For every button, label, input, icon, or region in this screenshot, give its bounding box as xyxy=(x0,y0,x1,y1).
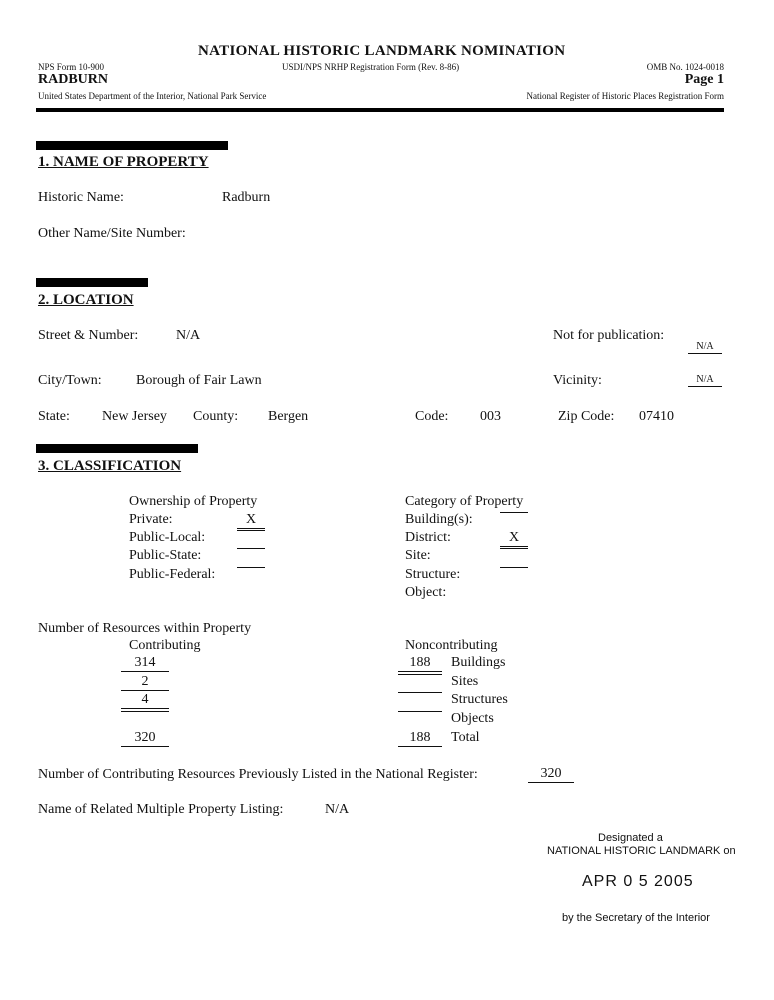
resource-type: Sites xyxy=(451,674,479,689)
stamp-line-1: Designated a xyxy=(598,832,663,844)
noncontributing-total: 188 xyxy=(398,730,442,747)
section-bar xyxy=(36,141,228,150)
section-1-heading: 1. NAME OF PROPERTY xyxy=(38,154,209,170)
department-label: United States Department of the Interior, National Park Service xyxy=(38,91,267,101)
ownership-label: Public-Federal: xyxy=(129,567,216,582)
ownership-label: Public-Local: xyxy=(129,530,206,545)
code-label: Code: xyxy=(415,409,449,424)
registration-form-label: USDI/NPS NRHP Registration Form (Rev. 8-86) xyxy=(282,62,460,72)
historic-name-label: Historic Name: xyxy=(38,190,124,205)
resource-type: Buildings xyxy=(451,655,506,670)
contributing-header: Contributing xyxy=(129,638,201,653)
street-value: N/A xyxy=(176,328,201,343)
category-title: Category of Property xyxy=(405,494,524,509)
category-label: Structure: xyxy=(405,567,461,582)
noncontributing-count xyxy=(398,674,442,675)
zip-value: 07410 xyxy=(639,409,674,424)
not-for-publication-label: Not for publication: xyxy=(553,328,665,343)
category-mark xyxy=(500,548,528,549)
category-mark: X xyxy=(500,530,528,547)
contributing-total: 320 xyxy=(121,730,169,747)
ownership-mark xyxy=(237,548,265,549)
historic-name-value: Radburn xyxy=(222,190,271,205)
contributing-count: 4 xyxy=(121,692,169,709)
street-label: Street & Number: xyxy=(38,328,139,343)
stamp-line-2: NATIONAL HISTORIC LANDMARK on xyxy=(547,845,736,857)
section-2-heading: 2. LOCATION xyxy=(38,292,134,308)
category-label: Building(s): xyxy=(405,512,473,527)
city-label: City/Town: xyxy=(38,373,102,388)
form-title: NATIONAL HISTORIC LANDMARK NOMINATION xyxy=(198,43,566,59)
noncontributing-count xyxy=(398,692,442,693)
previously-listed-value: 320 xyxy=(528,766,574,783)
contributing-count: 2 xyxy=(121,674,169,691)
property-name-header: RADBURN xyxy=(38,72,108,87)
state-label: State: xyxy=(38,409,70,424)
contributing-count xyxy=(121,711,169,712)
ownership-label: Public-State: xyxy=(129,548,202,563)
ownership-mark xyxy=(237,530,265,531)
related-listing-value: N/A xyxy=(325,802,350,817)
resource-type: Objects xyxy=(451,711,494,726)
stamp-line-3: by the Secretary of the Interior xyxy=(562,912,710,924)
ownership-mark xyxy=(237,567,265,568)
related-listing-label: Name of Related Multiple Property Listing: xyxy=(38,802,284,817)
category-label: Site: xyxy=(405,548,431,563)
zip-label: Zip Code: xyxy=(558,409,615,424)
stamp-date: APR 0 5 2005 xyxy=(582,873,694,890)
vicinity-value: N/A xyxy=(688,373,722,387)
section-bar xyxy=(36,278,148,287)
state-value: New Jersey xyxy=(102,409,167,424)
vicinity-label: Vicinity: xyxy=(553,373,602,388)
previously-listed-label: Number of Contributing Resources Previously Listed in the National Register: xyxy=(38,767,478,782)
omb-number: OMB No. 1024-0018 xyxy=(646,62,724,72)
register-label: National Register of Historic Places Registration Form xyxy=(526,91,724,101)
county-label: County: xyxy=(193,409,239,424)
code-value: 003 xyxy=(480,409,501,424)
section-bar xyxy=(36,444,198,453)
category-label: Object: xyxy=(405,585,447,600)
noncontributing-header: Noncontributing xyxy=(405,638,498,653)
contributing-count: 314 xyxy=(121,655,169,672)
category-mark xyxy=(500,512,528,513)
city-value: Borough of Fair Lawn xyxy=(136,373,262,388)
header-rule xyxy=(36,108,724,112)
county-value: Bergen xyxy=(268,409,309,424)
section-3-heading: 3. CLASSIFICATION xyxy=(38,458,182,474)
ownership-title: Ownership of Property xyxy=(129,494,258,509)
ownership-mark: X xyxy=(237,512,265,529)
other-name-label: Other Name/Site Number: xyxy=(38,226,186,241)
resource-type: Total xyxy=(451,730,480,745)
form-number: NPS Form 10-900 xyxy=(38,62,105,72)
resources-title: Number of Resources within Property xyxy=(38,621,252,636)
category-mark xyxy=(500,567,528,568)
noncontributing-count: 188 xyxy=(398,655,442,672)
not-for-publication-value: N/A xyxy=(688,340,722,354)
noncontributing-count xyxy=(398,711,442,712)
page-number: Page 1 xyxy=(684,72,724,87)
ownership-label: Private: xyxy=(129,512,173,527)
category-label: District: xyxy=(405,530,451,545)
resource-type: Structures xyxy=(451,692,508,707)
